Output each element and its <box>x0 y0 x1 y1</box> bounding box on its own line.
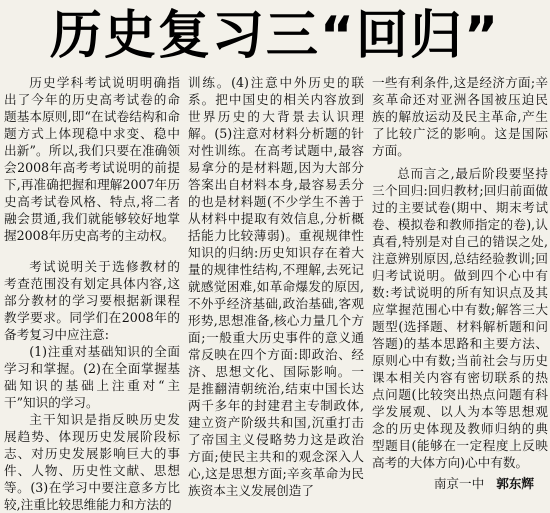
article-headline: 历史复习三“回归” <box>49 6 501 66</box>
paragraph: 历史学科考试说明明确指出了今年的历史高考试卷的命题基本原则,即“在试卷结构和命题方式上体现稳中求变、稳中出新”。所以,我们只要在准确领会2008年高考考试说明的前提下,再准确把握和理解2007年历史高考试卷风格、特点,将二者融会贯通,我们就能够较好地掌握2008年历史高考的主动权。 <box>4 75 180 243</box>
byline-author: 郭东辉 <box>496 476 534 491</box>
paragraph: 训练。(4)注意中外历史的联系。把中国史的相关内容放到世界历史的大背景去认识理解。(5)注意对材料分析题的针对性训练。在高考试题中,最容易拿分的是材料题,因为大部分答案出自材料本身,最容易丢分的也是材料题(不少学生不善于从材料中提取有效信息,分析概括能力比较薄弱)。重视规律性知识的归纳:历史知识存在着大量的规律性结构,不理解,去死记就感觉困难,如革命爆发的原因,不外乎经济基础,政治基础,客观形势,思想准备,核心力量几个方面;一般重大历史事件的意义通常反映在四个方面:即政治、经济、思想文化、国际影响。一是推翻清朝统治,结束中国长达两千多年的封建君主专制政体,建立资产阶级共和国,沉重打击了帝国主义侵略势力这是政治方面;使民主共和的观念深入人心,这是思想方面;辛亥革命为民族资本主义发展创造了 <box>188 75 364 498</box>
paragraph-gap <box>4 244 180 258</box>
column-3 <box>372 74 548 491</box>
column-2 <box>188 74 364 498</box>
article-body <box>4 74 548 512</box>
byline <box>372 475 548 492</box>
paragraph: 主干知识是指反映历史发展趋势、体现历史发展阶段标志、对历史发展影响巨大的事件、人物、历史性文献、思想等。(3)在学习中要注意多方比较,注重比较思维能力和方法的 <box>4 412 180 512</box>
paragraph: 总而言之,最后阶段要坚持三个回归:回归教材;回归前面做过的主要试卷(期中、期末考试卷、模拟卷和教师指定的卷),认真看,特别是对自己的错误之处,注意辨别原因,总结经验教训;回归考试说明。做到四个心中有数:考试说明的所有知识点及其应掌握范围心中有数;解答三大题型(选择题、材料解析题和问答题)的基本思路和主要方法、原则心中有数;当前社会与历史课本相关内容有密切联系的热点问题(比较突出热点问题有科学发展观、以人为本等思想观念的历史体现及教师归纳的典型题目(能够在一定程度上反映高考的大体方向)心中有数。 <box>372 166 548 470</box>
paragraph: 一些有利条件,这是经济方面;辛亥革命还对亚洲各国被压迫民族的解放运动及民主革命,产生了比较广泛的影响。这是国际方面。 <box>372 75 548 158</box>
byline-school: 南京一中 <box>433 476 485 491</box>
paragraph: (1)注重对基础知识的全面学习和掌握。(2)在全面掌握基础知识的基础上注重对“主干”知识的学习。 <box>4 344 180 410</box>
paragraph: 考试说明关于选修教材的考查范围没有划定具体内容,这部分教材的学习要根据新课程教学要求。同学们在2008年的备考复习中应注意: <box>4 259 180 342</box>
column-1 <box>4 74 180 512</box>
